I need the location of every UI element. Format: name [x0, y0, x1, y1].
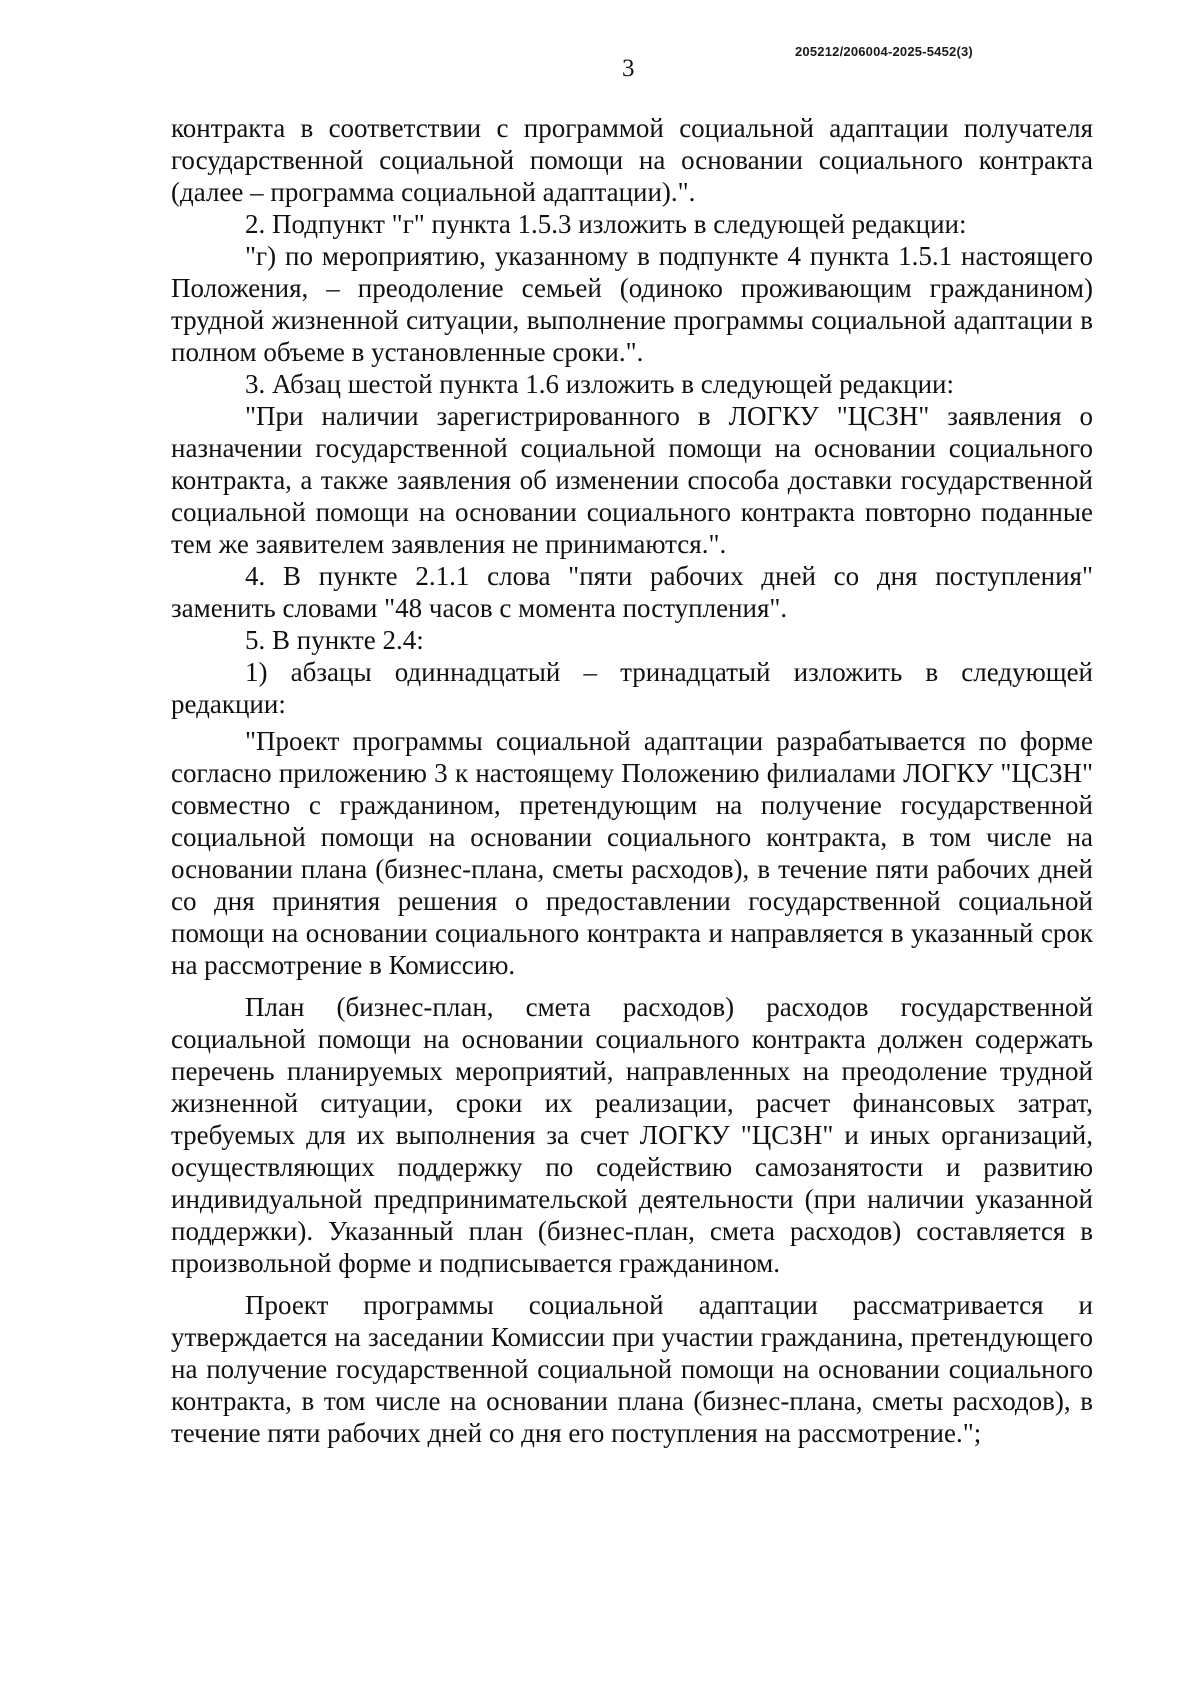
paragraph: План (бизнес-план, смета расходов) расходов государственной социальной помощи на основании социального контракта должен содержать перечень планируемых мероприятий, направленных на преодоление трудной жизненной ситуации, сроки их реализации, расчет финансовых затрат, требуемых для их выполнения за счет ЛОГКУ "ЦСЗН" и иных организаций, осуществляющих поддержку по содействию самозанятости и развитию индивидуальной предпринимательской деятельности (при наличии указанной поддержки). Указанный план (бизнес-план, смета расходов) составляется в произвольной форме и подписывается гражданином. — [171, 992, 1093, 1278]
paragraph: "При наличии зарегистрированного в ЛОГКУ "ЦСЗН" заявления о назначении государственной социальной помощи на основании социального контракта, а также заявления об изменении способа доставки государственной социальной помощи на основании социального контракта повторно поданные тем же заявителем заявления не принимаются.". — [171, 401, 1093, 559]
paragraph: 5. В пункте 2.4: — [245, 625, 424, 655]
paragraph: 2. Подпункт "г" пункта 1.5.3 изложить в следующей редакции: — [245, 209, 967, 239]
paragraph: Проект программы социальной адаптации рассматривается и утверждается на заседании Комиссии при участии гражданина, претендующего на получение государственной социальной помощи на основании социального контракта, в том числе на основании плана (бизнес-плана, сметы расходов), в течение пяти рабочих дней со дня его поступления на рассмотрение."; — [171, 1290, 1093, 1448]
document-body — [171, 112, 1093, 1449]
paragraph: "г) по мероприятию, указанному в подпункте 4 пункта 1.5.1 настоящего Положения, – преодоление семьей (одиноко проживающим гражданином) трудной жизненной ситуации, выполнение программы социальной адаптации в полном объеме в установленные сроки.". — [171, 241, 1093, 367]
paragraph: 1) абзацы одиннадцатый – тринадцатый изложить в следующей редакции: — [171, 657, 1093, 719]
paragraph: 4. В пункте 2.1.1 слова "пяти рабочих дней со дня поступления" заменить словами "48 часов с момента поступления". — [171, 561, 1093, 623]
paragraph: "Проект программы социальной адаптации разрабатывается по форме согласно приложению 3 к настоящему Положению филиалами ЛОГКУ "ЦСЗН" совместно с гражданином, претендующим на получение государственной социальной помощи на основании социального контракта, в том числе на основании плана (бизнес-плана, сметы расходов), в течение пяти рабочих дней со дня принятия решения о предоставлении государственной социальной помощи на основании социального контракта и направляется в указанный срок на рассмотрение в Комиссию. — [171, 726, 1093, 980]
paragraph: 3. Абзац шестой пункта 1.6 изложить в следующей редакции: — [245, 369, 954, 399]
page-number: 3 — [622, 55, 635, 82]
paragraph: контракта в соответствии с программой социальной адаптации получателя государственной социальной помощи на основании социального контракта (далее – программа социальной адаптации).". — [171, 113, 1093, 207]
registration-number: 205212/206004-2025-5452(3) — [795, 44, 973, 59]
